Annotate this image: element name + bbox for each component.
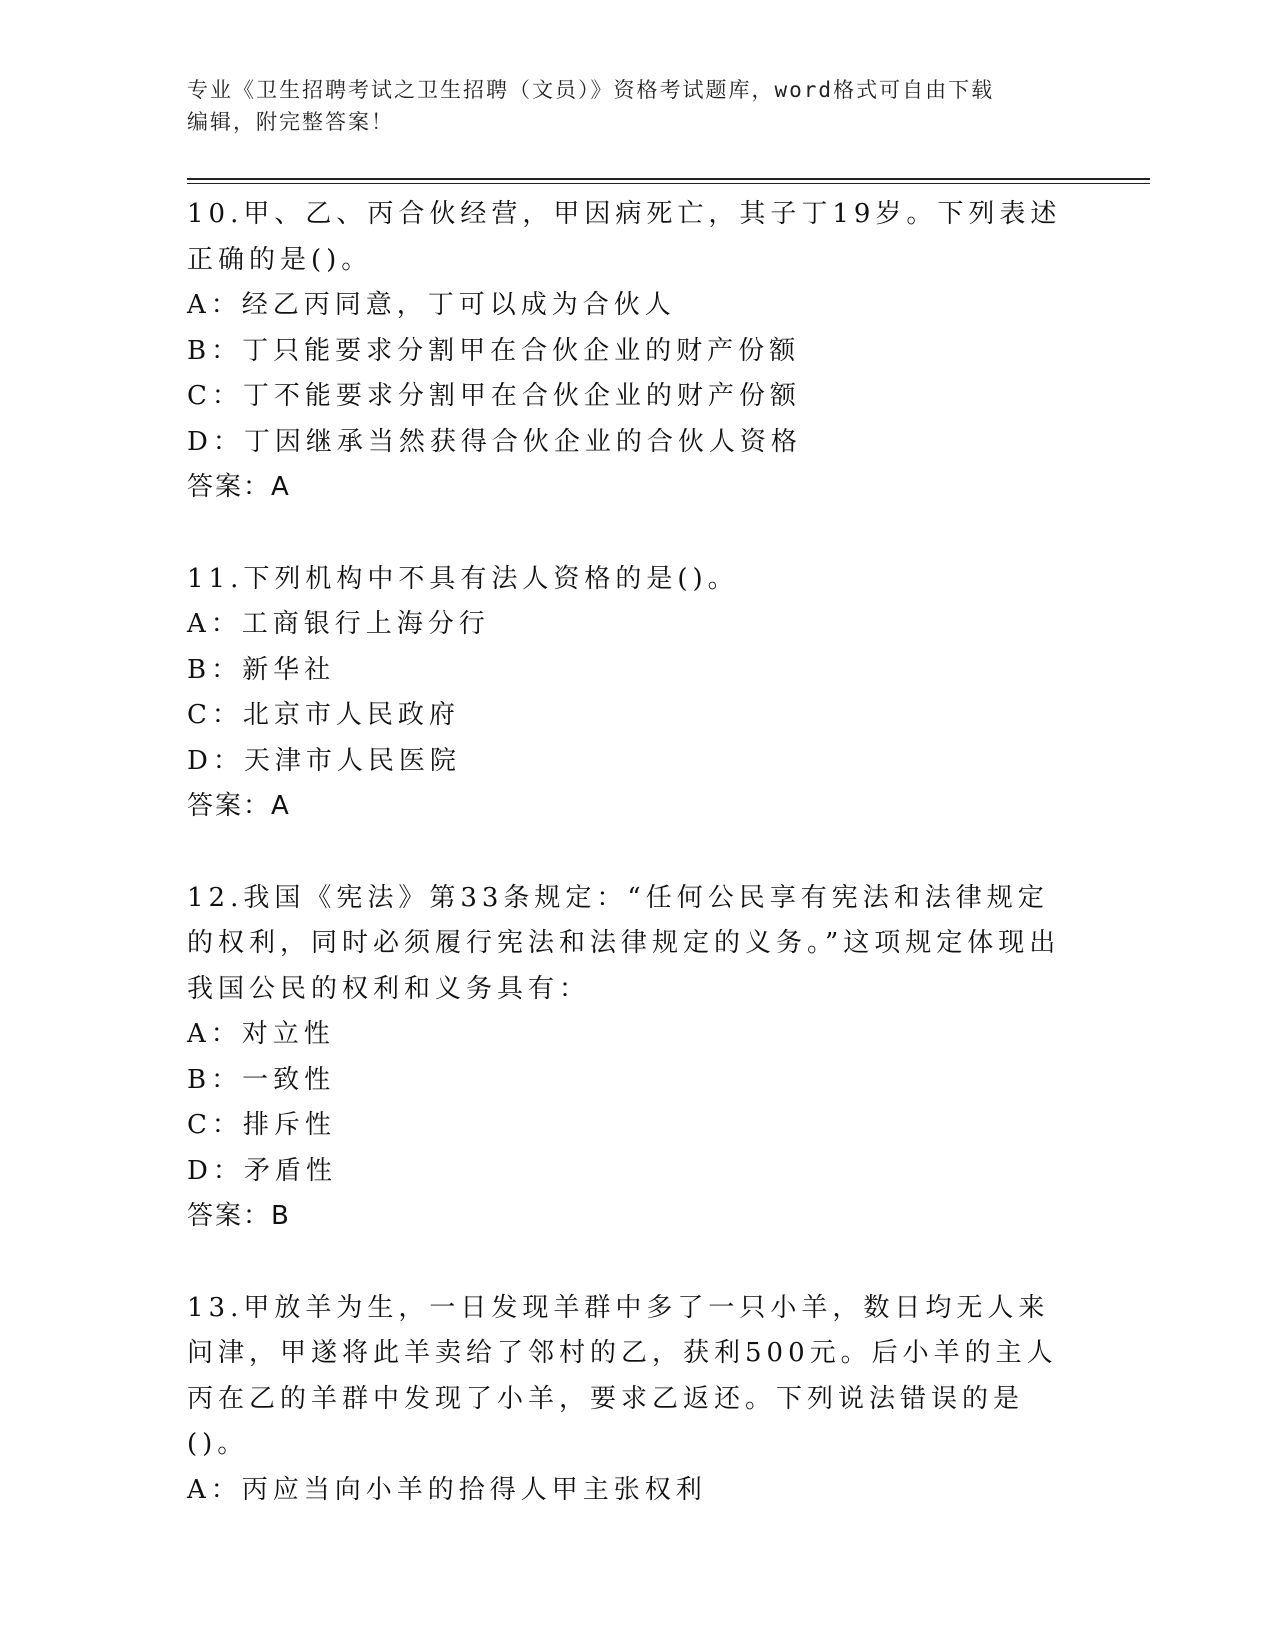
question-12 <box>187 876 1067 1240</box>
option-a: A：工商银行上海分行 <box>187 609 490 639</box>
option-d: D：矛盾性 <box>187 1155 337 1186</box>
question-list <box>187 192 1067 1559</box>
option-b: B：新华社 <box>187 654 336 685</box>
header-divider-thin <box>187 183 1150 184</box>
answer-line: 答案：A <box>187 472 291 502</box>
question-13 <box>187 1286 1067 1514</box>
header-divider-thick <box>187 178 1150 180</box>
question-stem: 10.甲、乙、丙合伙经营，甲因病死亡，其子丁19岁。下列表述正确的是()。 <box>187 199 1062 275</box>
option-b: B：丁只能要求分割甲在合伙企业的财产份额 <box>187 335 801 366</box>
answer-line: 答案：B <box>187 1201 291 1231</box>
answer-line: 答案：A <box>187 791 291 821</box>
header-line-2: 编辑，附完整答案！ <box>187 110 394 134</box>
option-a: A：经乙丙同意，丁可以成为合伙人 <box>187 290 676 320</box>
question-stem: 11.下列机构中不具有法人资格的是()。 <box>187 563 739 594</box>
option-a: A：丙应当向小羊的拾得人甲主张权利 <box>187 1474 707 1505</box>
option-c: C：北京市人民政府 <box>187 700 460 730</box>
document-header <box>187 74 1067 138</box>
option-c: C：排斥性 <box>187 1110 336 1140</box>
option-d: D：天津市人民医院 <box>187 745 461 776</box>
option-c: C：丁不能要求分割甲在合伙企业的财产份额 <box>187 381 801 411</box>
question-stem: 12.我国《宪法》第33条规定：“任何公民享有宪法和法律规定的权利，同时必须履行宪法和法律规定的义务。”这项规定体现出我国公民的权利和义务具有： <box>187 882 1061 1004</box>
question-10 <box>187 192 1067 511</box>
option-a: A：对立性 <box>187 1019 335 1049</box>
header-line-1: 专业《卫生招聘考试之卫生招聘（文员）》资格考试题库，word格式可自由下载 <box>187 78 995 102</box>
option-d: D：丁因继承当然获得合伙企业的合伙人资格 <box>187 426 802 457</box>
question-stem: 13.甲放羊为生，一日发现羊群中多了一只小羊，数日均无人来问津，甲遂将此羊卖给了邻村的乙，获利500元。后小羊的主人丙在乙的羊群中发现了小羊，要求乙返还。下列说法错误的是()。 <box>187 1292 1058 1459</box>
question-11 <box>187 557 1067 830</box>
option-b: B：一致性 <box>187 1064 336 1095</box>
